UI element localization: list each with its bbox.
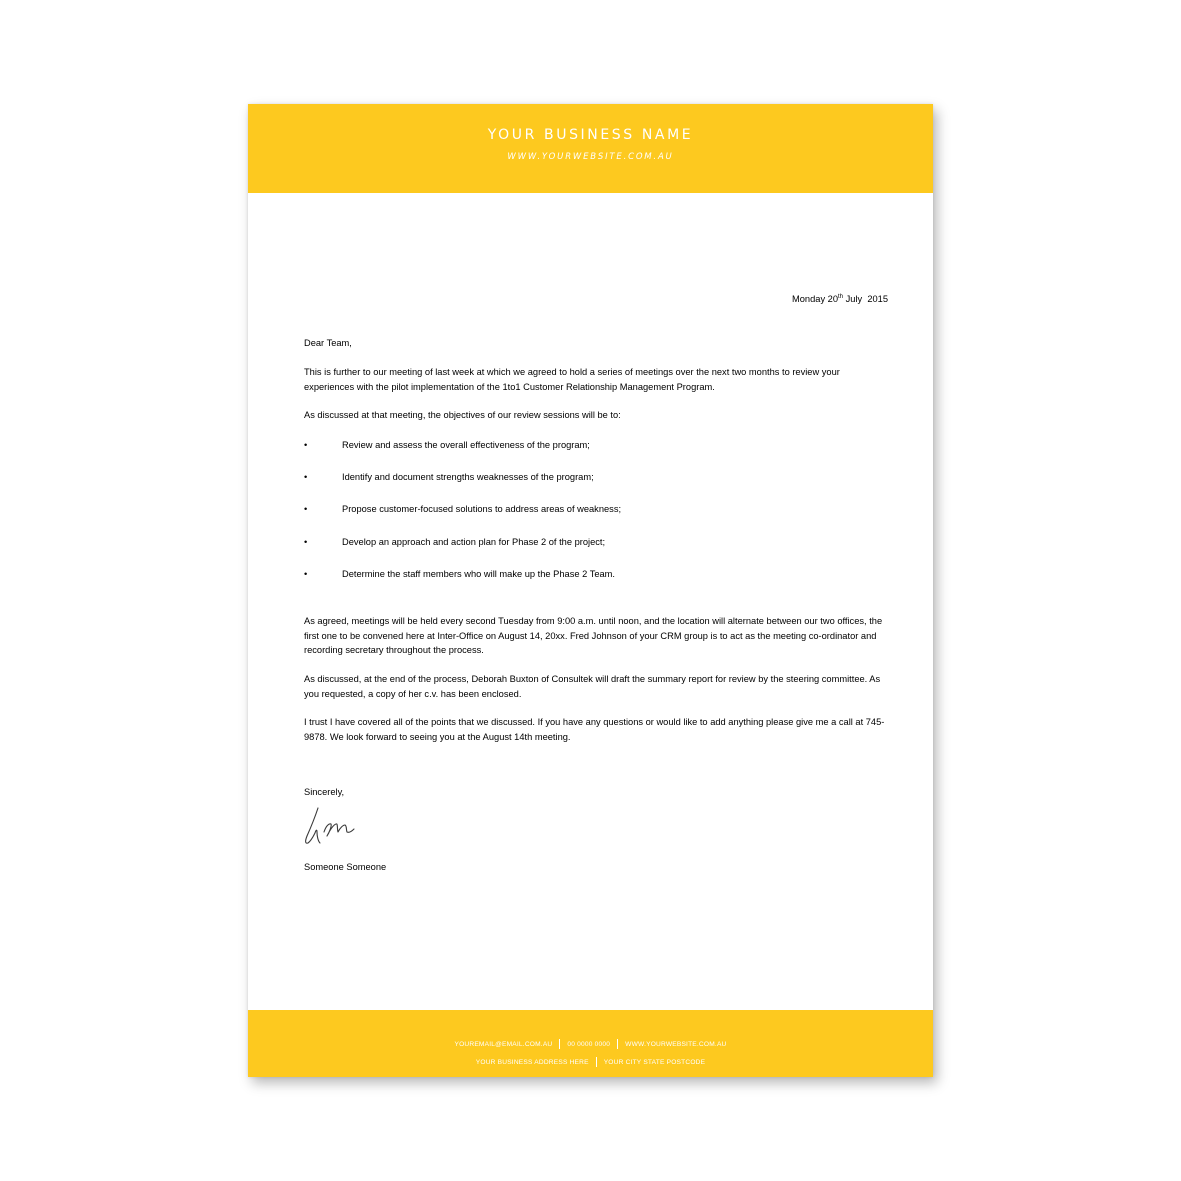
date-month-year: July 2015	[843, 294, 888, 304]
footer-address-line	[248, 1057, 933, 1067]
footer-divider	[559, 1039, 560, 1049]
footer-divider	[617, 1039, 618, 1049]
footer-city: YOUR CITY STATE POSTCODE	[603, 1058, 706, 1066]
date-day: Monday 20	[792, 294, 839, 304]
bullet-icon: •	[304, 504, 308, 514]
letter-date	[792, 292, 888, 307]
salutation: Dear Team,	[304, 338, 352, 348]
footer-phone: 00 0000 0000	[567, 1040, 611, 1048]
header-website: WWW.YOURWEBSITE.COM.AU	[507, 152, 674, 162]
footer-contact-line	[248, 1039, 933, 1049]
paragraph-objectives: As discussed at that meeting, the objectives of our review sessions will be to:	[304, 410, 621, 420]
paragraph-report: As discussed, at the end of the process, Deborah Buxton of Consultek will draft the summary report for review by the steering committee. As you requested, a copy of her c.v. has been enclosed.	[304, 674, 881, 699]
footer-address: YOUR BUSINESS ADDRESS HERE	[475, 1058, 589, 1066]
list-item-text: Develop an approach and action plan for Phase 2 of the project;	[342, 537, 606, 547]
signature-icon	[302, 802, 376, 850]
footer-email: YOUREMAIL@EMAIL.COM.AU	[454, 1040, 553, 1048]
signer-name: Someone Someone	[304, 862, 387, 872]
letterhead-page	[248, 104, 933, 1077]
bullet-icon: •	[304, 569, 308, 579]
bullet-icon: •	[304, 537, 308, 547]
business-name: YOUR BUSINESS NAME	[487, 127, 694, 143]
footer-website: WWW.YOURWEBSITE.COM.AU	[625, 1040, 727, 1048]
list-item-text: Identify and document strengths weaknesses of the program;	[342, 472, 594, 482]
paragraph-intro: This is further to our meeting of last week at which we agreed to hold a series of meetings over the next two months to review your experiences with the pilot implementation of the 1to1 Customer Relationship Management Program.	[304, 367, 840, 392]
letterhead-header	[248, 104, 933, 193]
letterhead-footer	[248, 1010, 933, 1077]
paragraph-meetings: As agreed, meetings will be held every second Tuesday from 9:00 a.m. until noon, and the location will alternate between our two offices, the first one to be convened here at Inter-Office on August 14, 20xx. Fred Johnson of your CRM group is to act as the meeting co-ordinator and recording secretary throughout the process.	[304, 616, 883, 655]
paragraph-closing: I trust I have covered all of the points that we discussed. If you have any questions or would like to add anything please give me a call at 745-9878. We look forward to seeing you at the August 14th meeting.	[304, 717, 885, 742]
closing-sincerely: Sincerely,	[304, 787, 345, 797]
list-item-text: Propose customer-focused solutions to address areas of weakness;	[342, 504, 622, 514]
footer-divider	[596, 1057, 597, 1067]
date-ordinal: th	[838, 294, 844, 300]
bullet-icon: •	[304, 472, 308, 482]
list-item-text: Determine the staff members who will make up the Phase 2 Team.	[342, 569, 616, 579]
list-item-text: Review and assess the overall effectiveness of the program;	[342, 440, 590, 450]
bullet-icon: •	[304, 440, 308, 450]
